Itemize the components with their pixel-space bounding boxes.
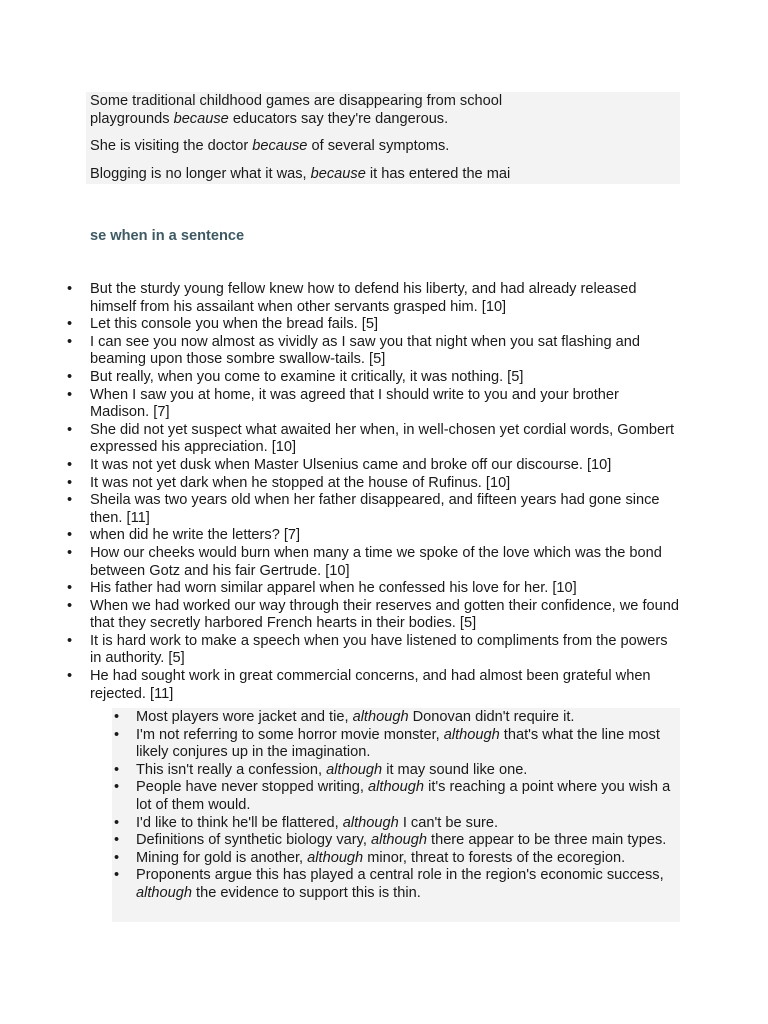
list-item: • I can see you now almost as vividly as I saw you that night when you sat flashing and beaming upon those sombre swallow-tails. [5] — [90, 334, 680, 369]
sentence-start: I'd like to think he'll be flattered, — [136, 814, 343, 831]
sentence-start: Blogging is no longer what it was, — [90, 166, 311, 182]
sentence-end: it may sound like one. — [382, 761, 528, 778]
list-item — [136, 727, 680, 762]
keyword-although: although — [368, 779, 425, 796]
sentence-start: Some traditional childhood games are disappearing from school playgrounds — [90, 93, 503, 127]
sentence-end: minor, threat to forests of the ecoregion. — [363, 849, 626, 866]
sentence-start: This isn't really a confession, — [136, 761, 327, 778]
sentence-end: that's what the line most likely conjures up in the imagination. — [136, 726, 660, 761]
sentence-start: Definitions of synthetic biology vary, — [136, 832, 371, 849]
sentence-start: She is visiting the doctor — [90, 138, 253, 154]
keyword-because: because — [310, 166, 366, 182]
sentence-end: I can't be sure. — [398, 814, 499, 831]
list-item: • when did he write the letters? [7] — [90, 527, 680, 545]
sentence-end: it's reaching a point where you wish a lot of them would. — [136, 779, 671, 813]
list-item: • He had sought work in great commercial concerns, and had almost been grateful when rejected. [11] — [90, 668, 680, 703]
list-item: • When we had worked our way through their reserves and gotten their confidence, we found that they secretly harbored French hearts in their bodies. [5] — [90, 598, 680, 633]
keyword-although: although — [370, 832, 427, 849]
list-item: • She did not yet suspect what awaited her when, in well-chosen yet cordial words, Gombert expressed his appreciation. [10] — [90, 422, 680, 457]
sentence-end: there appear to be three main types. — [426, 832, 667, 849]
list-item: • But the sturdy young fellow knew how to defend his liberty, and had already released himself from his assailant when other servants grasped him. [10] — [90, 281, 680, 316]
list-item: • When I saw you at home, it was agreed that I should write to you and your brother Madison. [7] — [90, 387, 680, 422]
keyword-although: although — [443, 726, 500, 743]
keyword-because: because — [173, 110, 229, 127]
sentence-start: Mining for gold is another, — [136, 849, 308, 866]
list-item — [136, 779, 680, 814]
list-item: • It was not yet dusk when Master Ulsenius came and broke off our discourse. [10] — [90, 457, 680, 475]
section-heading: se when in a sentence — [90, 228, 245, 244]
sentence-start: Proponents argue this has played a central role in the region's economic success, — [136, 867, 664, 884]
because-examples-box — [86, 92, 680, 184]
keyword-because: because — [252, 138, 308, 154]
list-item: • But really, when you come to examine it critically, it was nothing. [5] — [90, 369, 680, 387]
list-item: • It is hard work to make a speech when you have listened to compliments from the powers in authority. [5] — [90, 633, 680, 668]
list-item: • His father had worn similar apparel when he confessed his love for her. [10] — [90, 580, 680, 598]
sentence-end: Donovan didn't require it. — [408, 709, 575, 725]
when-examples-list — [90, 281, 680, 703]
list-item: • Sheila was two years old when her father disappeared, and fifteen years had gone since then. [11] — [90, 492, 680, 527]
list-item — [136, 867, 680, 902]
list-item — [136, 832, 680, 850]
example-sentence — [86, 166, 510, 184]
list-item: • Let this console you when the bread fails. [5] — [90, 316, 680, 334]
sentence-end: it has entered the mai — [365, 166, 511, 182]
sentence-end: educators say they're dangerous. — [228, 110, 449, 127]
keyword-although: although — [352, 709, 409, 725]
list-item — [136, 709, 680, 727]
sentence-start: I'm not referring to some horror movie monster, — [136, 726, 444, 743]
sentence-start: Most players wore jacket and tie, — [136, 709, 353, 725]
keyword-although: although — [307, 849, 364, 866]
example-sentence — [86, 138, 449, 156]
list-item: • How our cheeks would burn when many a time we spoke of the love which was the bond between Gotz and his fair Gertrude. [10] — [90, 545, 680, 580]
sentence-end: of several symptoms. — [307, 138, 450, 154]
sentence-end: the evidence to support this is thin. — [192, 884, 421, 901]
keyword-although: although — [342, 814, 399, 831]
although-examples-list — [136, 709, 680, 903]
list-item — [136, 815, 680, 833]
keyword-although: although — [136, 884, 192, 901]
example-sentence — [86, 93, 530, 128]
sentence-start: People have never stopped writing, — [136, 779, 369, 796]
list-item: • It was not yet dark when he stopped at the house of Rufinus. [10] — [90, 475, 680, 493]
list-item — [136, 850, 680, 868]
list-item — [136, 762, 680, 780]
keyword-although: although — [326, 761, 383, 778]
